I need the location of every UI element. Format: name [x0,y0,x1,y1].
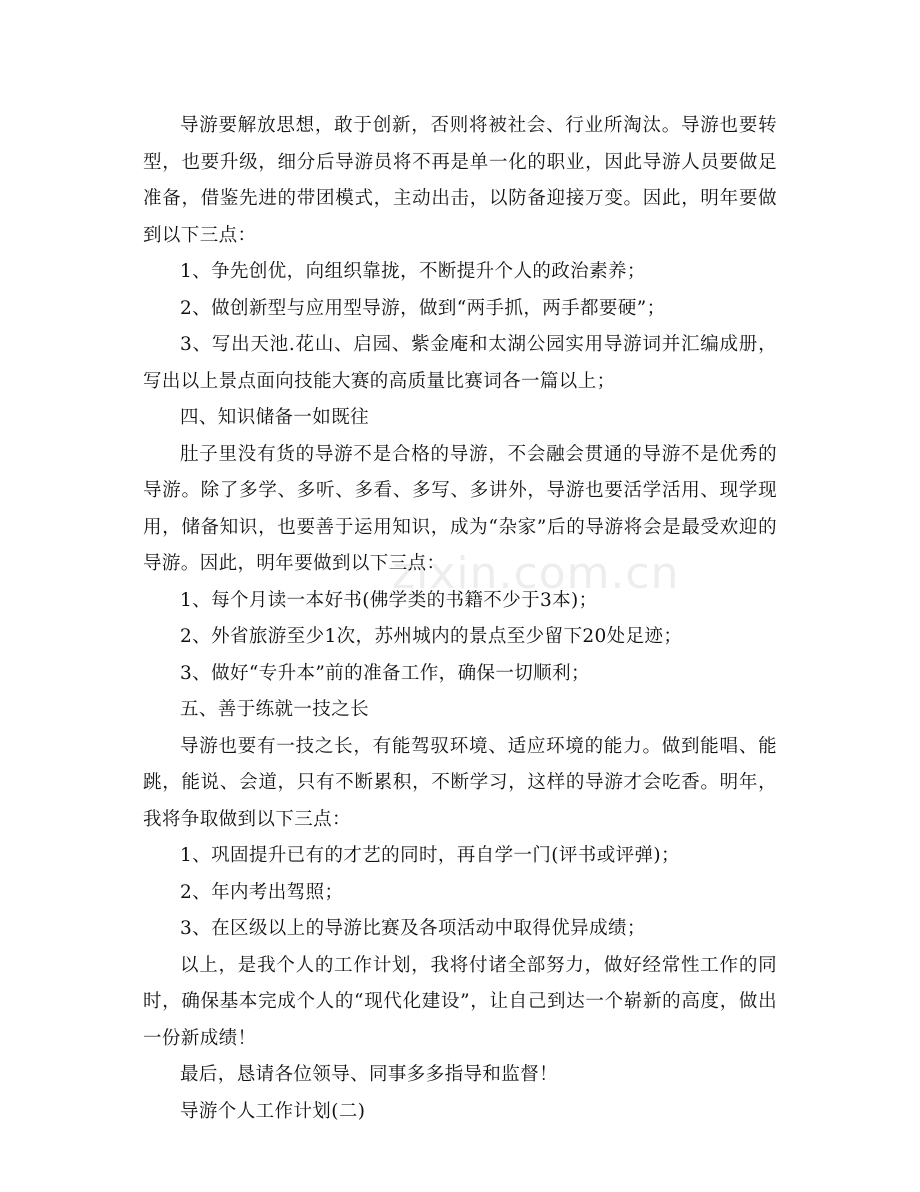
watermark: zixin.com.cn [392,548,680,599]
list-item: 2、做创新型与应用型导游，做到“两手抓，两手都要硬”； [180,297,666,319]
intro-paragraph: 导游要解放思想，敢于创新，否则将被社会、行业所淘汰。导游也要转型，也要升级，细分后导游员将不再是单一化的职业，因此导游人员要做足准备，借鉴先进的带团模式，主动出击，以防备迎接万变。因此，明年要做到以下三点： [143,115,777,246]
closing-paragraph: 以上，是我个人的工作计划，我将付诸全部努力，做好经常性工作的同时，确保基本完成个人的“现代化建设”，让自己到达一个崭新的高度，做出一份新成绩！ [143,954,777,1049]
list-item: 1、巩固提升已有的才艺的同时，再自学一门(评书或评弹)； [180,845,680,866]
list-item: 3、做好“专升本”前的准备工作，确保一切顺利； [180,662,590,684]
section-heading: 四、知识储备一如既往 [180,407,370,428]
list-item: 2、年内考出驾照； [180,881,344,903]
list-item: 3、写出天池.花山、启园、紫金庵和太湖公园实用导游词并汇编成册，写出以上景点面向技能大赛的高质量比赛词各一篇以上； [143,334,777,392]
section-heading: 五、善于练就一技之长 [180,699,370,720]
closing-paragraph: 最后，恳请各位领导、同事多多指导和监督！ [180,1064,559,1085]
list-item: 3、在区级以上的导游比赛及各项活动中取得优异成绩； [180,918,646,939]
body-paragraph: 导游也要有一技之长，有能驾驭环境、适应环境的能力。做到能唱、能跳，能说、会道，只有不断累积，不断学习，这样的导游才会吃香。明年，我将争取做到以下三点： [143,735,777,830]
document-body [143,108,777,1130]
list-item: 1、争先创优，向组织靠拢，不断提升个人的政治素养； [180,261,646,282]
body-paragraph: 肚子里没有货的导游不是合格的导游，不会融会贯通的导游不是优秀的导游。除了多学、多听、多看、多写、多讲外，导游也要活学活用、现学现用，储备知识，也要善于运用知识，成为“杂家”后的导游将会是最受欢迎的导游。因此，明年要做到以下三点： [143,443,777,574]
next-section-title: 导游个人工作计划(二) [180,1100,366,1122]
list-item: 2、外省旅游至少1次，苏州城内的景点至少留下20处足迹； [180,626,683,647]
list-item: 1、每个月读一本好书(佛学类的书籍不少于3本)； [180,589,598,611]
